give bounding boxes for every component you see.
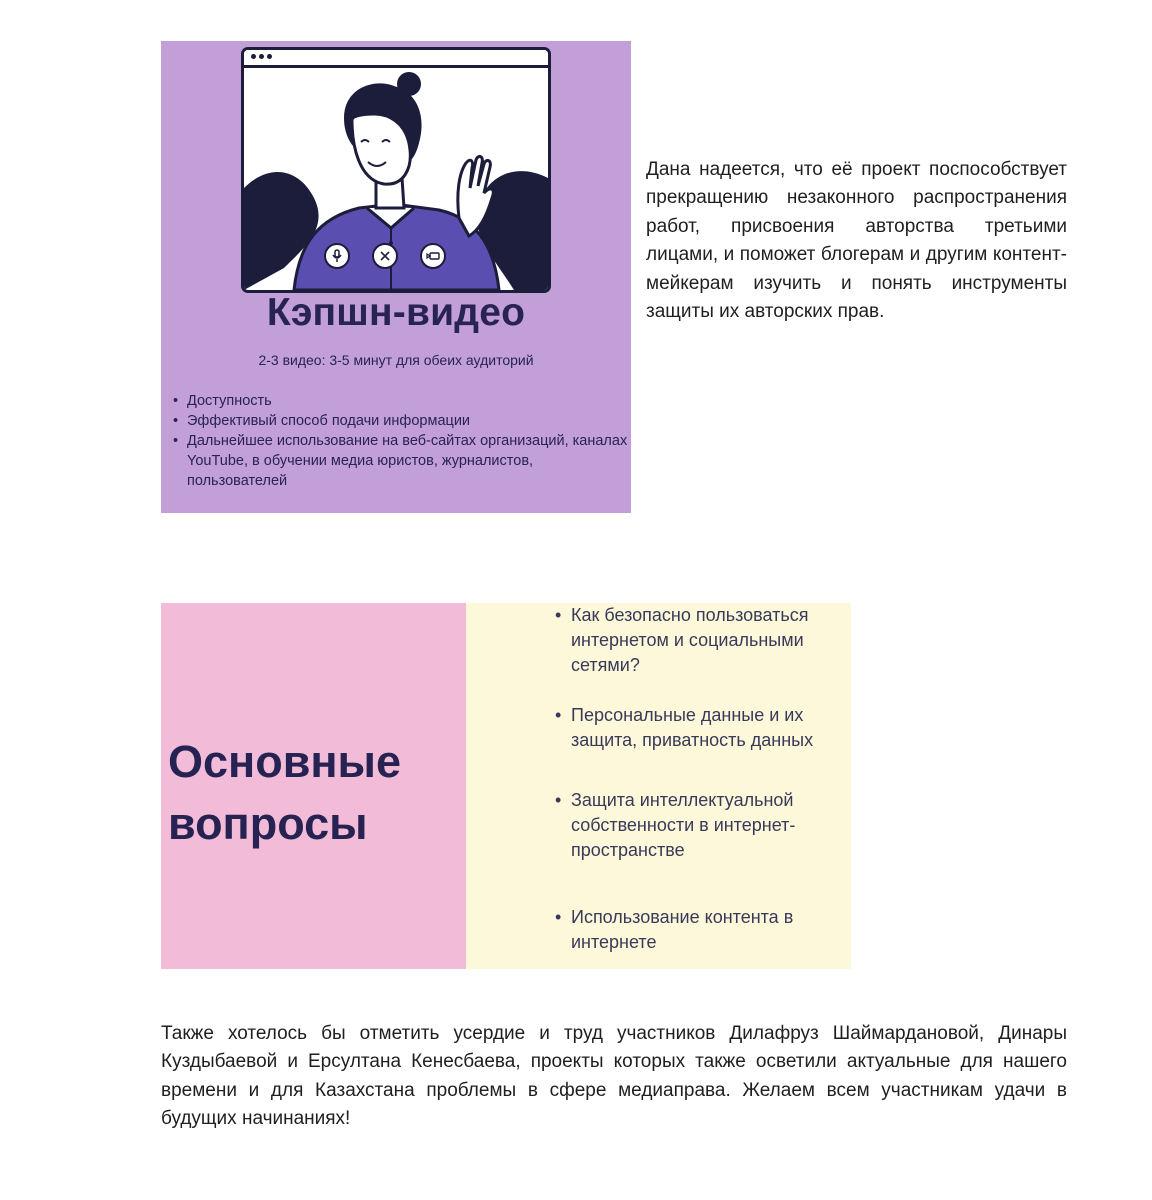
bullet-icon: • [173,393,179,409]
main-questions-slide [161,603,851,969]
list-item-text: Как безопасно пользоваться интернетом и социальными сетями? [571,605,809,675]
window-dot-icon [251,54,256,59]
list-item-text: Персональные данные и их защита, приватность данных [571,705,814,750]
bullet-icon: • [173,433,179,449]
bullet-icon: • [555,907,562,927]
slide-right-panel [466,603,851,969]
bullet-icon: • [555,790,562,810]
microphone-icon[interactable] [324,243,350,269]
bullet-icon: • [173,413,179,429]
list-item-text: Доступность [187,393,272,409]
closing-paragraph: Также хотелось бы отметить усердие и труд участников Дилафруз Шаймардановой, Динары Куздыбаевой и Ерсултана Кенесбаева, проекты которых также осветили актуальные для нашего времени и для Казахстана проблемы в сфере медиаправа. Желаем всем участникам удачи в будущих начинаниях! [161,1023,1067,1130]
camera-icon[interactable] [420,243,446,269]
list-item-text: Использование контента в интернете [571,907,794,952]
window-dot-icon [267,54,272,59]
slide-title: Основные вопросы [168,736,401,849]
caption-video-slide [161,41,631,513]
slide-subtitle: 2-3 видео: 3-5 минут для обеих аудиторий [258,352,534,368]
list-item [171,391,631,411]
project-description-paragraph: Дана надеется, что её проект поспособствует прекращению незаконного распространения работ, присвоения авторства третьими лицами, и поможет блогерам и другим контент-мейкерам изучить и понять инструменты защиты их авторских прав. [646,159,1067,323]
bullet-icon: • [555,605,562,625]
slide-left-panel [161,603,466,969]
list-item [555,603,841,678]
benefits-list [171,391,631,491]
list-item-text: Эффективый способ подачи информации [187,413,471,429]
list-item-text: Защита интеллектуальной собственности в интернет-пространстве [571,790,796,860]
list-item-text: Дальнейшее использование на веб-сайтах организаций, каналах YouTube, в обучении медиа юристов, журналистов, пользователей [187,433,628,489]
questions-list [466,603,851,969]
list-item [555,703,841,753]
browser-title-bar [244,50,548,68]
video-call-window-illustration [241,47,551,293]
window-dot-icon [259,54,264,59]
list-item [555,788,841,863]
list-item [171,431,631,491]
list-item [555,905,841,955]
list-item [171,411,631,431]
close-icon[interactable] [372,243,398,269]
bullet-icon: • [555,705,562,725]
slide-title: Кэпшн-видео [266,291,526,334]
